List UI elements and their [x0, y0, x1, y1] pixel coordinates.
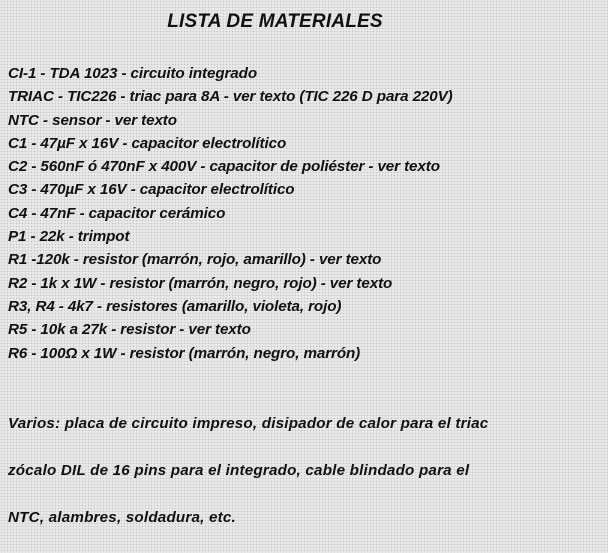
list-item: R1 -120k - resistor (marrón, rojo, amarillo) - ver texto — [8, 251, 382, 269]
list-item: TRIAC - TIC226 - triac para 8A - ver texto (TIC 226 D para 220V) — [8, 88, 453, 106]
page-title: LISTA DE MATERIALES — [167, 11, 383, 32]
materials-list — [8, 62, 453, 365]
list-item: R3, R4 - 4k7 - resistores (amarillo, violeta, rojo) — [8, 297, 342, 315]
list-item: R6 - 100Ω x 1W - resistor (marrón, negro, marrón) — [8, 344, 361, 362]
list-item: C3 - 470µF x 16V - capacitor electrolítico — [8, 181, 295, 199]
paragraph-line: zócalo DIL de 16 pins para el integrado, cable blindado para el — [8, 461, 470, 479]
list-item: R2 - 1k x 1W - resistor (marrón, negro, rojo) - ver texto — [8, 274, 393, 292]
miscellaneous-paragraph — [8, 388, 608, 553]
list-item: CI-1 - TDA 1023 - circuito integrado — [8, 65, 258, 82]
list-item: NTC - sensor - ver texto — [8, 111, 177, 129]
list-item: R5 - 10k a 27k - resistor - ver texto — [8, 321, 251, 339]
list-item: C1 - 47µF x 16V - capacitor electrolítico — [8, 134, 287, 152]
list-item: C2 - 560nF ó 470nF x 400V - capacitor de poliéster - ver texto — [8, 158, 440, 176]
list-item: C4 - 47nF - capacitor cerámico — [8, 204, 226, 222]
paragraph-line: NTC, alambres, soldadura, etc. — [8, 508, 236, 526]
paragraph-line: Varios: placa de circuito impreso, disipador de calor para el triac — [8, 414, 489, 432]
list-item: P1 - 22k - trimpot — [8, 228, 130, 246]
